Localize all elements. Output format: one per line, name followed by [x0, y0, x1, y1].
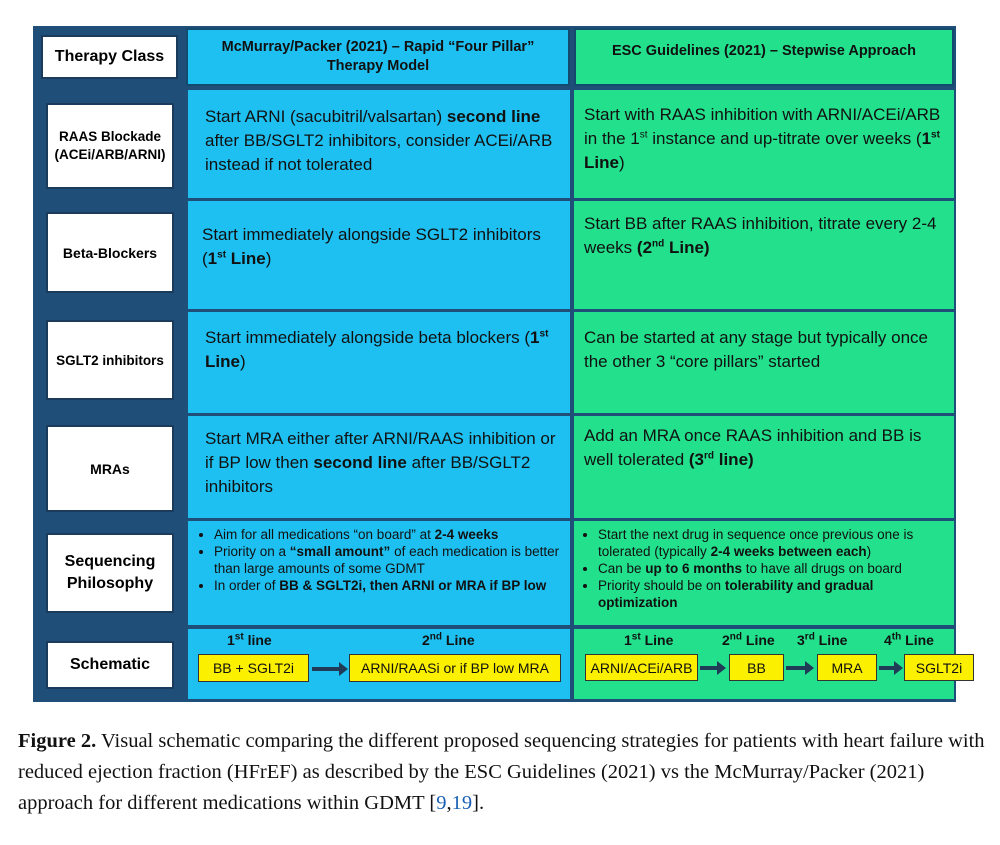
list-item: • Aim for all medications “on board” at 2-4 weeks	[214, 526, 562, 543]
row-label-beta-blockers: Beta-Blockers	[46, 212, 174, 293]
schematic-pill-mra: MRA	[817, 654, 877, 681]
sglt2-mcmurray-text: Start immediately alongside beta blockers (1st Line)	[205, 328, 549, 371]
header-mcmurray-cell	[186, 28, 570, 86]
raas-esc-cell	[574, 90, 954, 198]
arrow-icon	[786, 666, 806, 670]
figure-label: Figure 2.	[18, 730, 97, 752]
schematic-mcmurray-cell	[188, 629, 570, 699]
reference-link-19[interactable]: 19	[451, 792, 473, 814]
sequencing-esc-list	[582, 526, 948, 611]
arrow-icon	[700, 666, 718, 670]
schematic-esc-line-label-1: 1st Line	[624, 631, 674, 648]
schematic-esc-line-label-4: 4th Line	[884, 631, 934, 648]
row-label-mras: MRAs	[46, 425, 174, 512]
list-item: • Priority should be on tolerability and gradual optimization	[598, 577, 948, 611]
schematic-esc-line-label-3: 3rd Line	[797, 631, 848, 648]
schematic-pill-arni-raasi: ARNI/RAASi or if BP low MRA	[349, 654, 561, 682]
comparison-table	[33, 26, 963, 702]
header-esc: ESC Guidelines (2021) – Stepwise Approach	[611, 43, 917, 59]
beta-mcmurray-cell	[188, 201, 570, 309]
mra-mcmurray-text: Start MRA either after ARNI/RAAS inhibition or if BP low then second line after BB/SGLT2 inhibitors	[205, 429, 556, 496]
sequencing-mcmurray-cell	[188, 521, 570, 625]
figure-caption: Figure 2. Visual schematic comparing the different proposed sequencing strategies for patients with heart failure with reduced ejection fraction (HFrEF) as described by the ESC Guidelines (2021) vs the McMurray/Packer (2021) approach for different medications within GDMT [9,19].	[18, 730, 985, 814]
row-label-raas: RAAS Blockade (ACEi/ARB/ARNI)	[46, 103, 174, 189]
sequencing-esc-cell	[574, 521, 954, 625]
row-label-sequencing: Sequencing Philosophy	[46, 533, 174, 613]
schematic-esc-line-label-2: 2nd Line	[722, 631, 775, 648]
raas-mcmurray-text: Start ARNI (sacubitril/valsartan) second line after BB/SGLT2 inhibitors, consider ACEi/ARB instead if not tolerated	[205, 107, 553, 174]
row-label-sglt2: SGLT2 inhibitors	[46, 320, 174, 400]
mra-esc-cell	[574, 416, 954, 518]
schematic-pill-arni-acei-arb: ARNI/ACEi/ARB	[585, 654, 698, 681]
arrow-icon	[312, 667, 340, 671]
list-item: • Start the next drug in sequence once previous one is tolerated (typically 2-4 weeks between each)	[598, 526, 948, 560]
sequencing-mcmurray-list	[198, 526, 562, 594]
header-therapy-class: Therapy Class	[41, 35, 178, 79]
schematic-pill-sglt2i: SGLT2i	[904, 654, 974, 681]
sglt2-esc-text: Can be started at any stage but typically once the other 3 “core pillars” started	[584, 328, 928, 371]
list-item: • Can be up to 6 months to have all drugs on board	[598, 560, 948, 577]
schematic-first-line-label: 1st line	[227, 631, 272, 648]
mra-esc-text: Add an MRA once RAAS inhibition and BB is well tolerated (3rd line)	[584, 426, 922, 469]
beta-esc-cell	[574, 201, 954, 309]
row-label-schematic: Schematic	[46, 641, 174, 689]
arrow-icon	[879, 666, 895, 670]
raas-esc-text: Start with RAAS inhibition with ARNI/ACEi/ARB in the 1st instance and up-titrate over weeks (1st Line)	[584, 105, 941, 172]
schematic-esc-cell	[574, 629, 963, 699]
sglt2-mcmurray-cell	[188, 312, 570, 413]
header-mcmurray: McMurray/Packer (2021) – Rapid “Four Pillar” Therapy Model	[221, 39, 535, 74]
sglt2-esc-cell	[574, 312, 954, 413]
list-item: • In order of BB & SGLT2i, then ARNI or MRA if BP low	[214, 577, 562, 594]
list-item: • Priority on a “small amount” of each medication is better than large amounts of some GDMT	[214, 543, 562, 577]
schematic-second-line-label: 2nd Line	[422, 631, 475, 648]
caption-text: Visual schematic comparing the different proposed sequencing strategies for patients with heart failure with reduced ejection fraction (HFrEF) as described by the ESC Guidelines (2021) vs the McMurray/Packer (2021) approach for different medications within GDMT [	[18, 730, 985, 814]
raas-mcmurray-cell	[188, 90, 570, 198]
mra-mcmurray-cell	[188, 416, 570, 518]
reference-link-9[interactable]: 9	[436, 792, 447, 814]
beta-mcmurray-text: Start immediately alongside SGLT2 inhibitors (1st Line)	[202, 225, 541, 268]
header-esc-cell	[574, 28, 954, 86]
beta-esc-text: Start BB after RAAS inhibition, titrate every 2-4 weeks (2nd Line)	[584, 214, 937, 257]
schematic-pill-bb: BB	[729, 654, 784, 681]
schematic-pill-bb-sglt2i: BB + SGLT2i	[198, 654, 309, 682]
